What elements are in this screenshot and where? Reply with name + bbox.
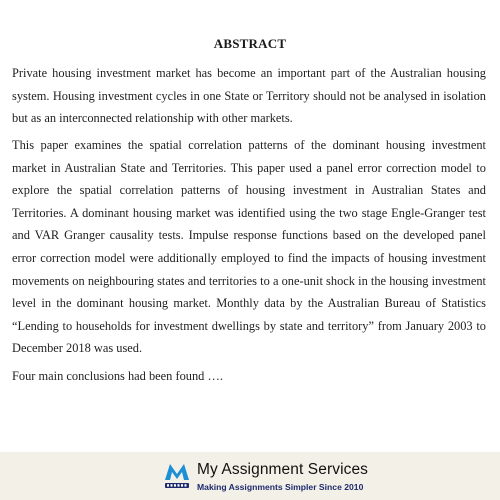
- brand-footer: [0, 452, 500, 500]
- brand-name: My Assignment Services: [197, 461, 369, 478]
- brand-logo: [164, 458, 374, 494]
- abstract-paragraph-3: Four main conclusions had been found ….: [12, 369, 223, 383]
- abstract-paragraph-1: Private housing investment market has become an important part of the Australian housing system. Housing investment cycles in one State or Territory should not be analysed in isolation but as an interconnected relationship with other markets.: [12, 66, 486, 126]
- abstract-paragraph-2: This paper examines the spatial correlation patterns of the dominant housing investment market in Australian State and Territories. This paper used a panel error correction model to explore the spatial correlation patterns of housing investment in Australian States and Territories. A dominant housing market was identified using the two stage Engle-Granger test and VAR Granger causality tests. Impulse response functions based on the developed panel error correction model were additionally employed to find the impacts of housing investment movements on neighbouring states and territories to a one-unit shock in the housing investment level in the dominant housing market. Monthly data by the Australian Bureau of Statistics “Lending to households for investment dwellings by state and territory” from January 2003 to December 2018 was used.: [12, 138, 486, 356]
- m-logo-icon: [164, 460, 190, 490]
- abstract-title: ABSTRACT: [213, 36, 287, 51]
- brand-tagline: Making Assignments Simpler Since 2010: [197, 482, 364, 492]
